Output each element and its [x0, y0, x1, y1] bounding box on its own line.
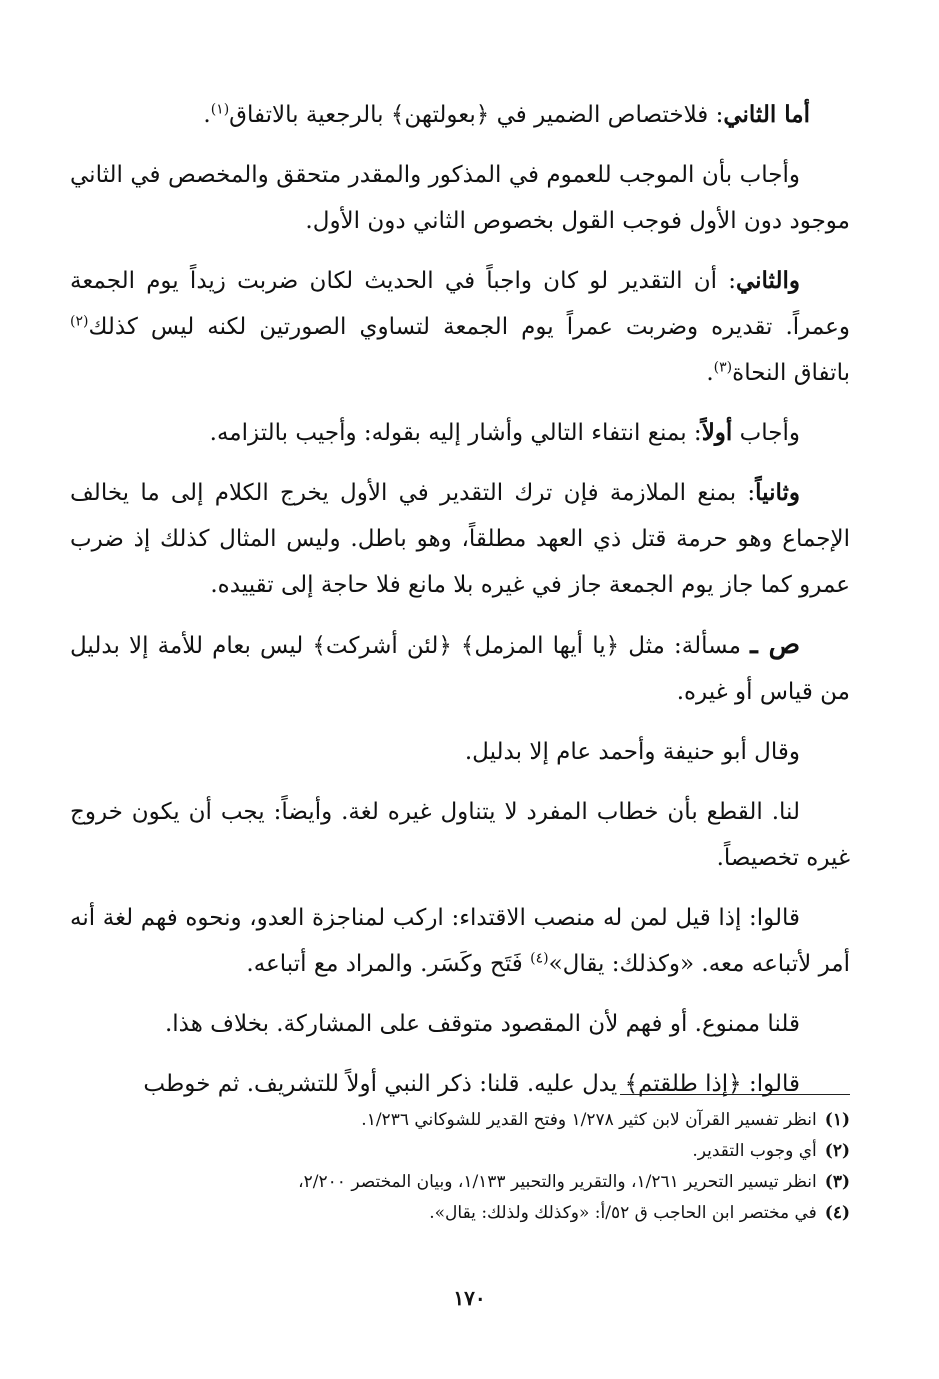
paragraph-6 — [70, 622, 850, 715]
footnote-item — [100, 1136, 850, 1167]
paragraph-text: مسألة: مثل ﴿يا أيها المزمل﴾ ﴿لئن أشركت﴾ ليس بعام للأمة إلا بدليل من قياس أو غيره. — [70, 633, 850, 705]
footnote-divider — [620, 1094, 850, 1095]
footnote-number: (٢) — [824, 1141, 850, 1161]
footnote-text: انظر تيسير التحرير ١/٢٦١، والتقرير والتحبير ١/١٣٣، وبيان المختصر ٢/٢٠٠، — [298, 1172, 817, 1192]
paragraph-lead: ص ـ — [750, 630, 800, 660]
footnote-number: (٤) — [824, 1203, 850, 1223]
paragraph-text: وقال أبو حنيفة وأحمد عام إلا بدليل. — [464, 739, 800, 765]
page-body — [70, 92, 850, 1121]
paragraph-9 — [70, 895, 850, 987]
footnote-ref[interactable]: (٢) — [70, 313, 89, 330]
paragraph-lead: أولاً — [701, 419, 733, 446]
paragraph-tail: . — [706, 360, 714, 386]
paragraph-2 — [70, 152, 850, 244]
paragraph-text-continued: باتفاق النحاة — [732, 360, 850, 386]
page-number: ١٧٠ — [453, 1286, 486, 1310]
paragraph-text: قالوا: ﴿إذا طلقتم﴾ يدل عليه. قلنا: ذكر النبي أولاً للتشريف. ثم خوطب — [143, 1071, 800, 1097]
paragraph-11 — [70, 1061, 850, 1107]
paragraph-lead: وثانياً — [755, 479, 800, 506]
paragraph-tail: فَتَح وكَسَر. والمراد مع أتباعه. — [246, 951, 531, 977]
paragraph-text: : فلاختصاص الضمير في ﴿بعولتهن﴾ بالرجعية بالاتفاق — [229, 102, 724, 128]
paragraph-tail: . — [203, 102, 211, 128]
paragraph-text: : بمنع انتفاء التالي وأشار إليه بقوله: وأجيب بالتزامه. — [209, 420, 702, 446]
paragraph-1 — [70, 92, 850, 138]
footnote-item — [100, 1167, 850, 1198]
paragraph-text: : بمنع الملازمة فإن ترك التقدير في الأول يخرج الكلام إلى ما يخالف الإجماع وهو حرمة قتل ذي العهد مطلقاً، وهو باطل. وليس المثال كذلك إذ ضرب عمرو كما جاز يوم الجمعة جاز في غيره بلا مانع فلا حاجة إلى تقييده. — [70, 480, 850, 598]
paragraph-text: قلنا ممنوع. أو فهم لأن المقصود متوقف على المشاركة. بخلاف هذا. — [164, 1011, 800, 1037]
footnote-number: (١) — [824, 1110, 850, 1130]
paragraph-text: لنا. القطع بأن خطاب المفرد لا يتناول غيره لغة. وأيضاً: يجب أن يكون خروج غيره تخصيصاً. — [70, 799, 850, 871]
footnote-item — [100, 1198, 850, 1229]
paragraph-7 — [70, 729, 850, 775]
footnote-ref[interactable]: (٤) — [530, 950, 549, 967]
footnote-text: في مختصر ابن الحاجب ق ٥٢/أ: «وكذلك ولذلك: يقال». — [429, 1203, 817, 1223]
footnote-item — [100, 1105, 850, 1136]
paragraph-lead: والثاني — [735, 267, 800, 294]
footnote-ref[interactable]: (٣) — [713, 359, 733, 376]
footnotes — [100, 1105, 850, 1229]
footnote-text: أي وجوب التقدير. — [692, 1141, 817, 1161]
paragraph-5 — [70, 470, 850, 608]
paragraph-lead: أما الثاني — [723, 101, 810, 128]
paragraph-3 — [70, 258, 850, 396]
paragraph-10 — [70, 1001, 850, 1047]
paragraph-8 — [70, 789, 850, 881]
paragraph-pre: وأجاب — [732, 420, 800, 446]
footnote-number: (٣) — [824, 1172, 850, 1192]
footnote-text: انظر تفسير القرآن لابن كثير ١/٢٧٨ وفتح القدير للشوكاني ١/٢٣٦. — [361, 1110, 817, 1130]
paragraph-text: وأجاب بأن الموجب للعموم في المذكور والمقدر متحقق والمخصص في الثاني موجود دون الأول فوجب القول بخصوص الثاني دون الأول. — [70, 162, 850, 234]
paragraph-text: قالوا: إذا قيل لمن له منصب الاقتداء: اركب لمناجزة العدو، ونحوه فهم لغة أنه أمر لأتباعه معه. «وكذلك: يقال» — [70, 905, 850, 977]
paragraph-text: : أن التقدير لو كان واجباً في الحديث لكان ضربت زيداً يوم الجمعة وعمراً. تقديره وضربت عمراً يوم الجمعة لتساوي الصورتين لكنه ليس كذلك — [70, 268, 850, 340]
paragraph-4 — [70, 410, 850, 456]
footnote-ref[interactable]: (١) — [210, 101, 230, 118]
